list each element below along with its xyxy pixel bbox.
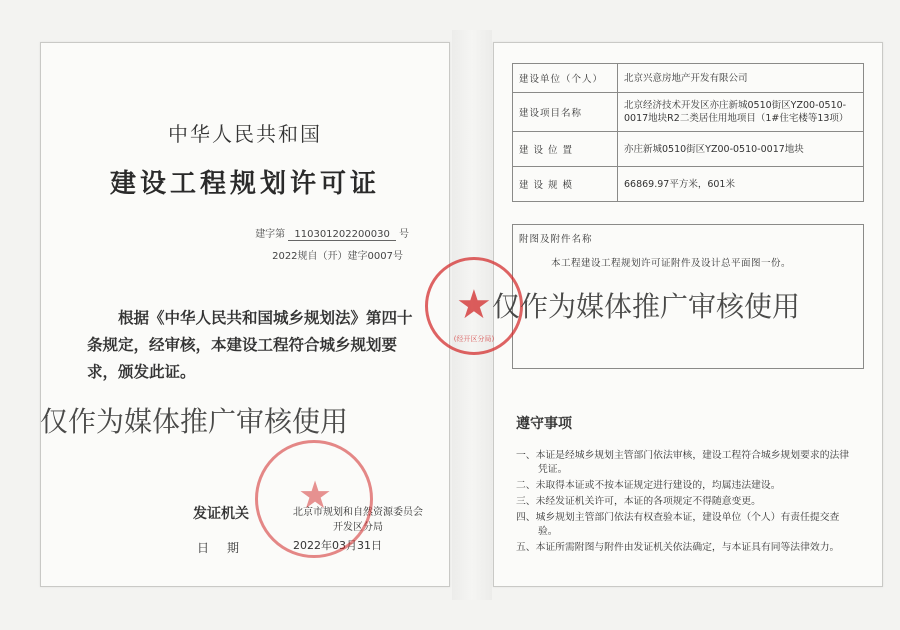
list-item: 五、本证所需附图与附件由发证机关依法确定，与本证具有同等法律效力。 (516, 542, 840, 553)
table-value: 66869.97平方米，601米 (618, 167, 864, 202)
date-row (197, 537, 382, 556)
table-value: 亦庄新城0510街区YZ00-0510-0017地块 (618, 132, 864, 167)
issuer-seal (255, 440, 373, 558)
list-item: 一、本证是经城乡规划主管部门依法审核，建设工程符合城乡规划要求的法律凭证。 (516, 450, 850, 475)
watermark-right: 仅作为媒体推广审核使用 (492, 290, 801, 323)
list-item: 三、未经发证机关许可，本证的各项规定不得随意变更。 (516, 496, 761, 507)
issuance-statement: 根据《中华人民共和国城乡规划法》第四十条规定，经审核，本建设工程符合城乡规划要求，颁发此证。 (87, 309, 413, 381)
issuer-label: 发证机关 (193, 506, 249, 522)
list-item: 四、城乡规划主管部门依法有权查验本证，建设单位（个人）有责任提交查验。 (516, 512, 840, 537)
date-label: 日期 (197, 541, 258, 555)
seal-text: (经开区分局) (453, 335, 495, 343)
table-row (513, 93, 864, 132)
cert-no-suffix: 号 (399, 229, 409, 240)
list-item: 二、未取得本证或不按本证规定进行建设的，均属违法建设。 (516, 480, 781, 491)
issuer-name-line2: 开发区分局 (333, 522, 383, 533)
table-value: 北京经济技术开发区亦庄新城0510街区YZ00-0510-0017地块R2二类居住用地项目（1#住宅楼等13项） (618, 93, 864, 132)
table-row (513, 167, 864, 202)
project-info-table (512, 63, 864, 202)
cert-no-prefix: 建字第 (255, 229, 286, 240)
table-key: 建设项目名称 (513, 93, 618, 132)
country-name: 中华人民共和国 (168, 122, 322, 146)
table-row (513, 64, 864, 93)
table-key: 建 设 规 模 (513, 167, 618, 202)
issuer-row (193, 503, 423, 533)
star-icon: ★ (298, 473, 333, 517)
date-value: 2022年03月31日 (293, 539, 382, 552)
rules-title: 遵守事项 (516, 416, 572, 432)
table-key: 建 设 位 置 (513, 132, 618, 167)
cert-no-value: 110301202200030 (288, 229, 395, 241)
table-key: 建设单位（个人） (513, 64, 618, 93)
certificate-number (255, 225, 409, 241)
certificate-title: 建设工程规划许可证 (109, 169, 380, 199)
certificate-sub-number: 2022规自（开）建字0007号 (272, 251, 403, 262)
rules-list (516, 449, 856, 557)
issuer-name-line1: 北京市规划和自然资源委员会 (293, 507, 423, 518)
star-icon: ★ (456, 282, 492, 328)
table-value: 北京兴意房地产开发有限公司 (618, 64, 864, 93)
watermark-left: 仅作为媒体推广审核使用 (40, 405, 349, 438)
attachments-text: 本工程建设工程规划许可证附件及设计总平面图一份。 (551, 258, 792, 269)
table-row (513, 132, 864, 167)
left-page (40, 42, 450, 587)
attachments-title: 附图及附件名称 (519, 234, 593, 245)
